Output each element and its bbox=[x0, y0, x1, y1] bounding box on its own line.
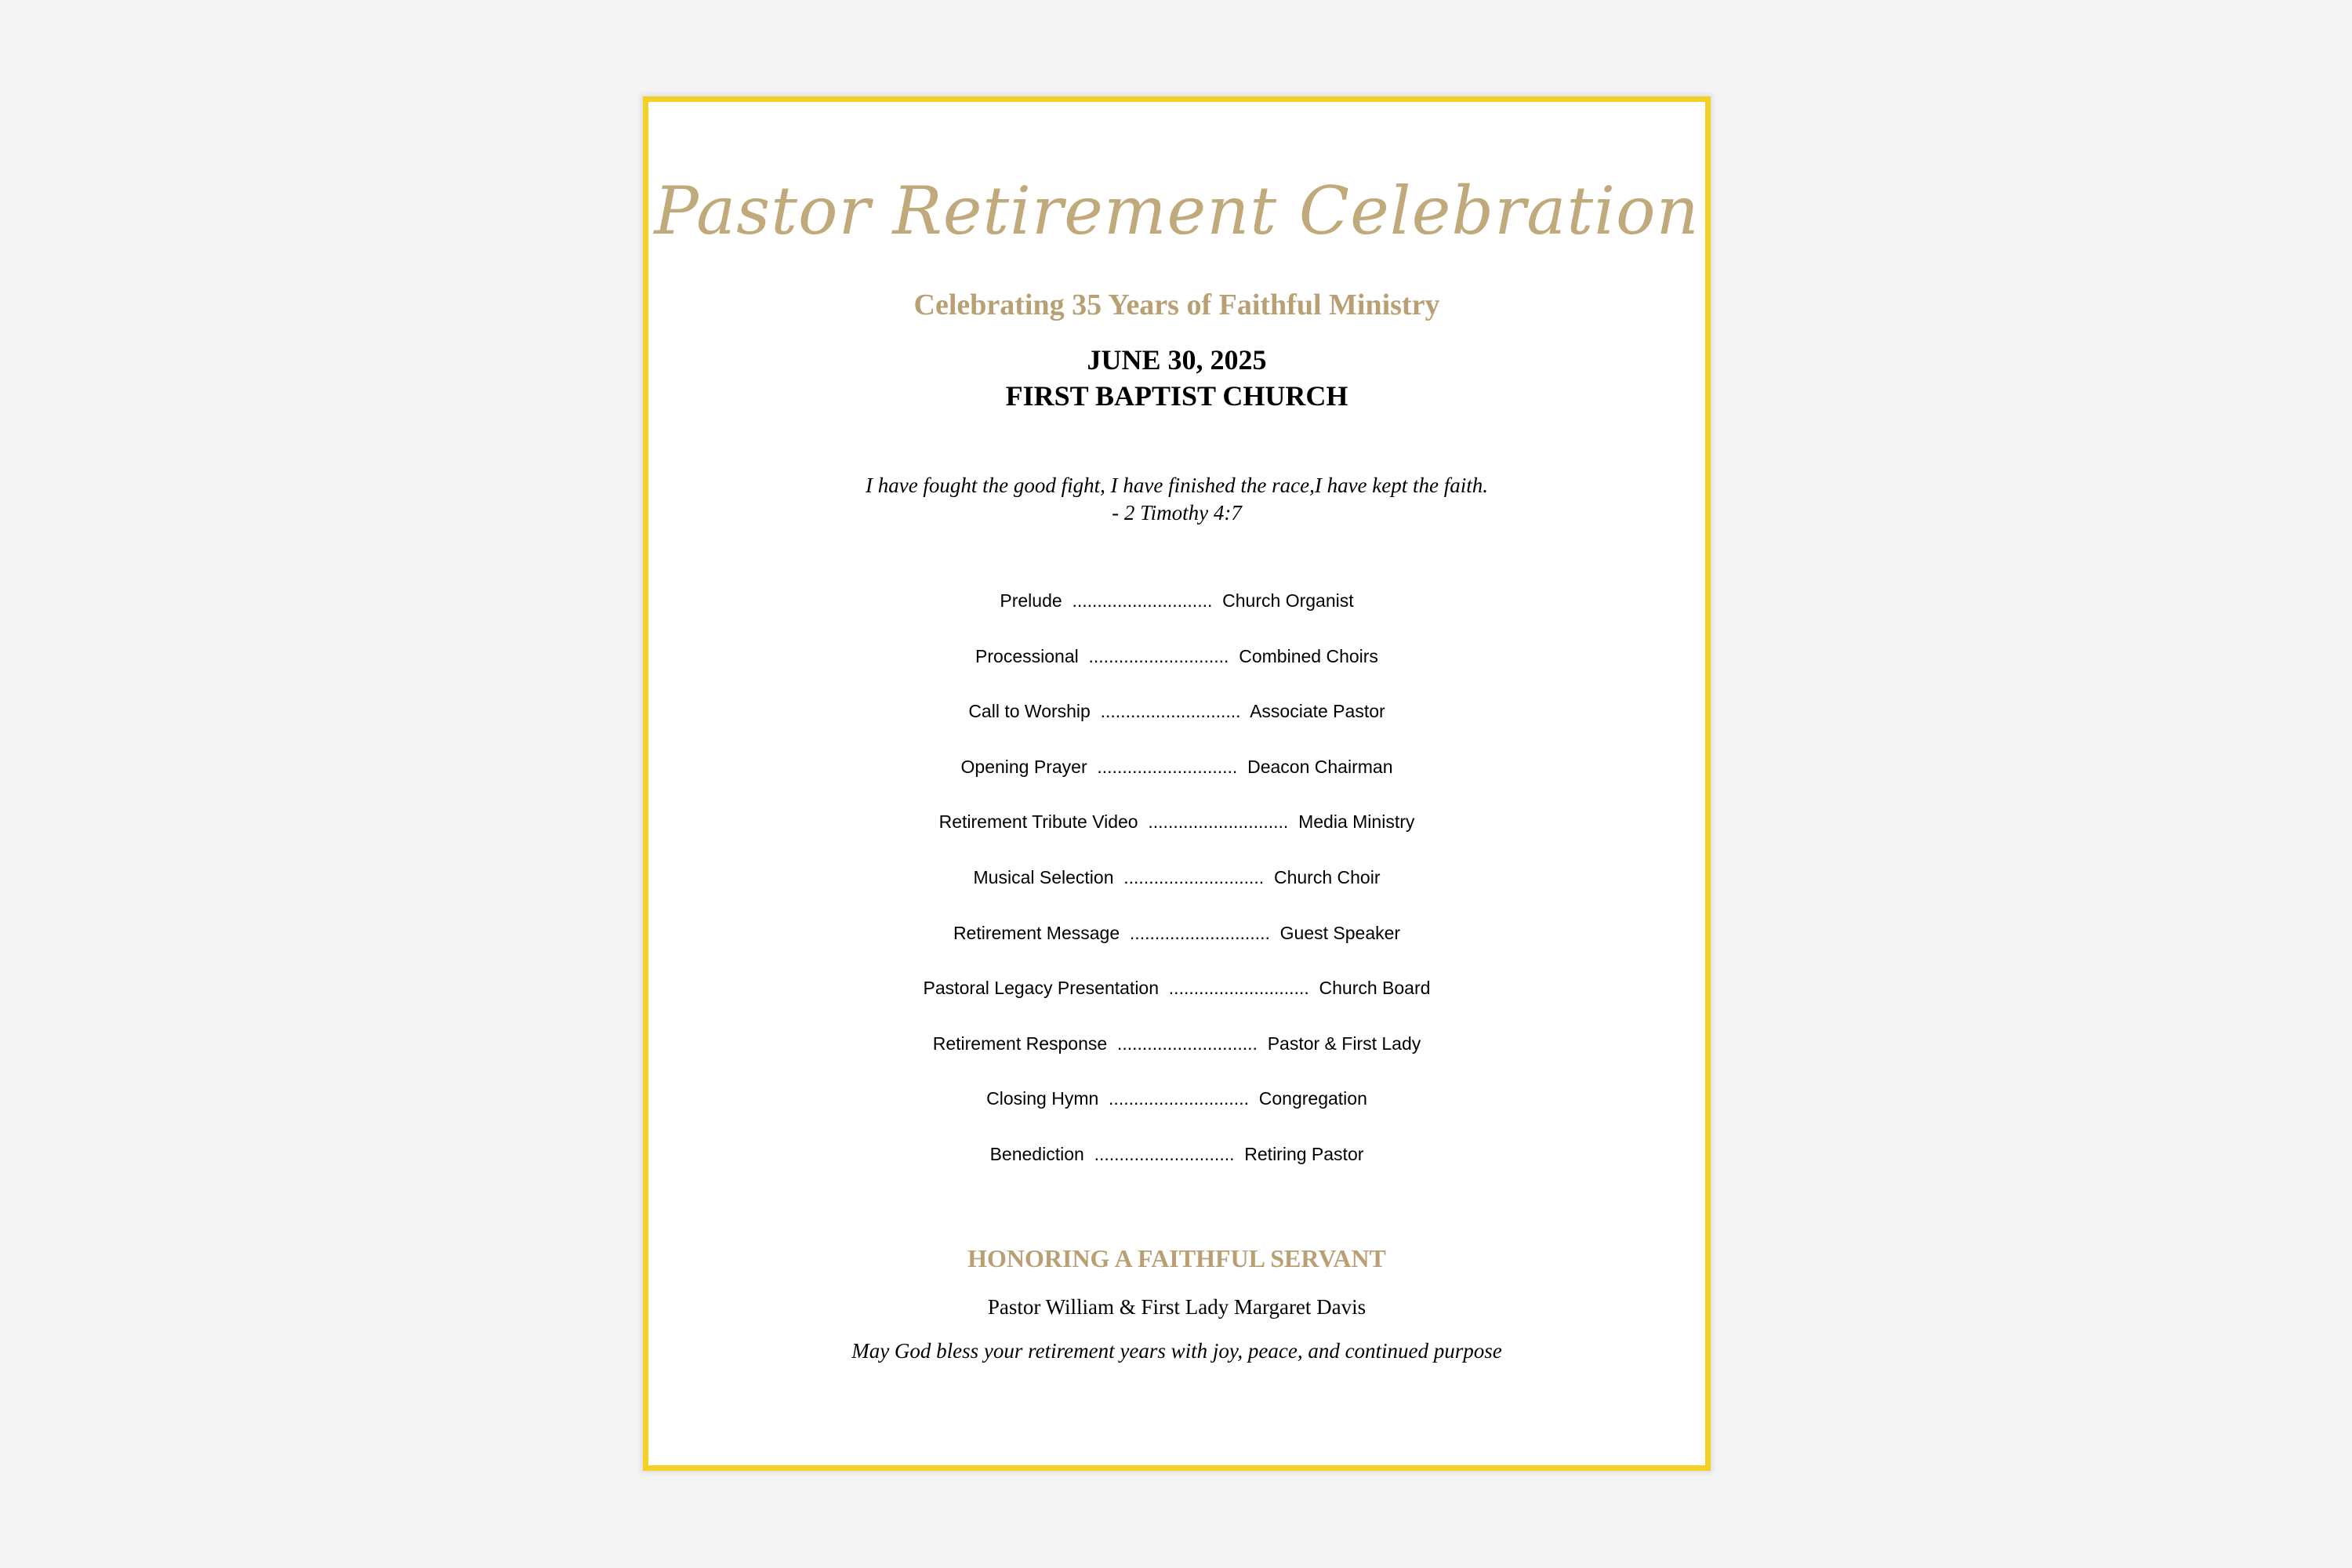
program-item: Opening Prayer bbox=[960, 756, 1087, 777]
program-leader-dots: ............................ bbox=[1094, 1143, 1235, 1164]
scripture-verse: I have fought the good fight, I have finished the race,I have kept the faith. bbox=[865, 474, 1489, 497]
program-row bbox=[648, 1144, 1705, 1200]
program-row bbox=[648, 923, 1705, 978]
program-leader: Church Board bbox=[1319, 978, 1431, 999]
program-item: Retirement Response bbox=[932, 1033, 1108, 1054]
scripture-reference: - 2 Timothy 4:7 bbox=[1112, 501, 1242, 524]
order-of-service bbox=[648, 590, 1705, 1200]
honorees: Pastor William & First Lady Margaret Davis bbox=[987, 1295, 1367, 1319]
program-leader: Congregation bbox=[1258, 1088, 1367, 1109]
program-leader: Combined Choirs bbox=[1239, 645, 1378, 666]
program-leader-dots: ............................ bbox=[1072, 590, 1213, 611]
program-leader-dots: ............................ bbox=[1100, 701, 1241, 722]
program-item: Pastoral Legacy Presentation bbox=[923, 978, 1160, 999]
program-leader: Deacon Chairman bbox=[1247, 756, 1393, 777]
program-leader-dots: ............................ bbox=[1116, 1033, 1258, 1054]
program-leader-dots: ............................ bbox=[1123, 866, 1265, 887]
page-title: Pastor Retirement Celebration bbox=[654, 172, 1700, 249]
program-item: Retirement Message bbox=[953, 922, 1120, 943]
program-item: Retirement Tribute Video bbox=[938, 811, 1138, 833]
program-leader-dots: ............................ bbox=[1129, 922, 1270, 943]
program-leader: Associate Pastor bbox=[1250, 701, 1385, 722]
program-leader-dots: ............................ bbox=[1088, 645, 1229, 666]
program-row bbox=[648, 590, 1705, 646]
program-leader-dots: ............................ bbox=[1109, 1088, 1249, 1109]
program-item: Musical Selection bbox=[973, 866, 1114, 887]
program-row bbox=[648, 867, 1705, 923]
program-leader-dots: ............................ bbox=[1148, 811, 1289, 833]
program-row bbox=[648, 978, 1705, 1033]
program-row bbox=[648, 646, 1705, 702]
program-leader: Church Choir bbox=[1273, 866, 1381, 887]
program-row bbox=[648, 811, 1705, 867]
event-date: JUNE 30, 2025 bbox=[1087, 344, 1267, 376]
program-row bbox=[648, 1088, 1705, 1144]
program-page bbox=[643, 96, 1711, 1471]
program-leader: Pastor & First Lady bbox=[1267, 1033, 1421, 1054]
subtitle: Celebrating 35 Years of Faithful Ministry bbox=[913, 289, 1440, 321]
program-item: Closing Hymn bbox=[986, 1088, 1099, 1109]
program-leader: Retiring Pastor bbox=[1244, 1143, 1364, 1164]
program-item: Call to Worship bbox=[968, 701, 1091, 722]
blessing: May God bless your retirement years with joy, peace, and continued purpose bbox=[851, 1339, 1502, 1363]
program-row bbox=[648, 1033, 1705, 1089]
program-item: Prelude bbox=[1000, 590, 1062, 611]
program-row bbox=[648, 757, 1705, 812]
program-item: Benediction bbox=[989, 1143, 1084, 1164]
program-leader-dots: ............................ bbox=[1168, 978, 1309, 999]
program-leader: Guest Speaker bbox=[1279, 922, 1401, 943]
program-leader: Church Organist bbox=[1222, 590, 1354, 611]
event-venue: FIRST BAPTIST CHURCH bbox=[1005, 380, 1348, 412]
program-item: Processional bbox=[975, 645, 1079, 666]
program-leader: Media Ministry bbox=[1298, 811, 1415, 833]
program-leader-dots: ............................ bbox=[1097, 756, 1238, 777]
program-row bbox=[648, 701, 1705, 757]
honor-heading: HONORING A FAITHFUL SERVANT bbox=[967, 1244, 1386, 1272]
